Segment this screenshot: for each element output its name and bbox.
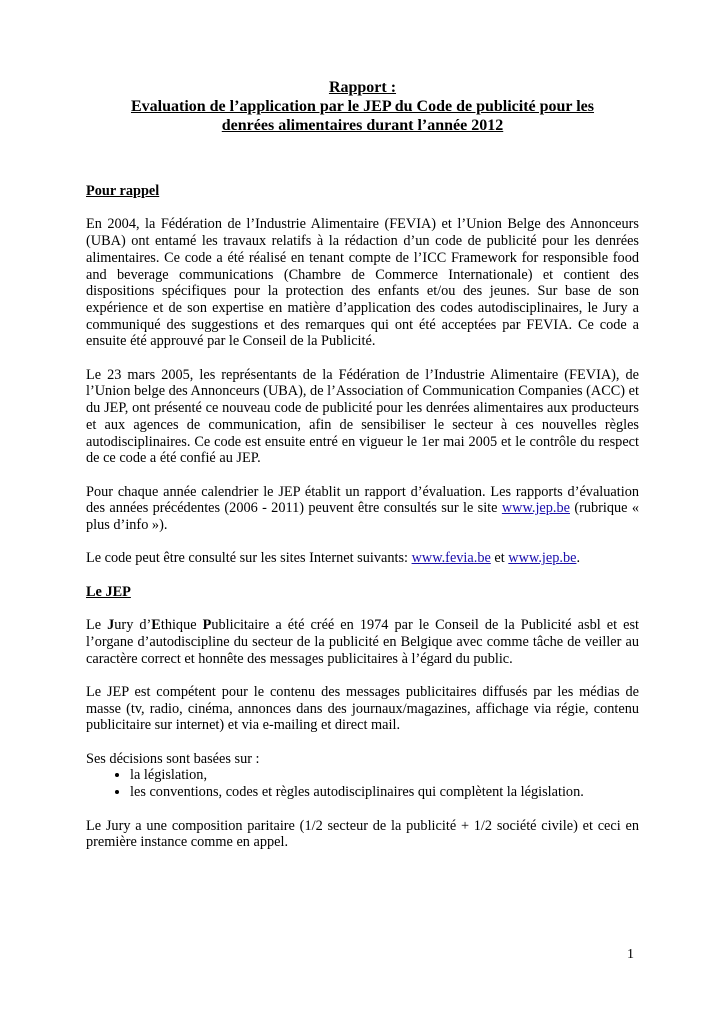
report-title-line2: Evaluation de l’application par le JEP du Code de publicité pour les	[130, 98, 595, 115]
paragraph-presentation: Le 23 mars 2005, les représentants de la Fédération de l’Industrie Alimentaire (FEVIA), de l’Union belge des Annonceurs (UBA), de l’Association of Communication Companies (ACC) et du JEP, ont présenté ce nouveau code de publicité pour les denrées alimentaires aux producteurs et aux agences de communication, afin de sensibiliser le secteur à ces nouvelles règles autodisciplinaires. Ce code est ensuite entré en vigueur le 1er mai 2005 et le contrôle du respect de ce code a été confié au JEP.	[86, 366, 639, 467]
page-number: 1	[627, 947, 634, 962]
paragraph-code-sites	[86, 550, 639, 567]
paragraph-decisions: Ses décisions sont basées sur :	[86, 750, 260, 767]
bold-letter-e: E	[151, 617, 161, 634]
paragraph-history: En 2004, la Fédération de l’Industrie Alimentaire (FEVIA) et l’Union Belge des Annonceurs (UBA) ont entamé les travaux relatifs à la rédaction d’un code de publicité pour les denrées alimentaires. Ce code a été réalisé en tenant compte de l’ICC Framework for responsible food and beverage communications (Chambre de Commerce Internationale) et contient des dispositions spécifiques pour la protection des enfants et/ou des jeunes. Sur base de son expérience et de son expertise en matière d’application des codes autodisciplinaires, le Jury a communiqué des suggestions et des remarques qui ont été acceptées par FEVIA. Ce code a ensuite été approuvé par le Conseil de la Publicité.	[86, 216, 639, 350]
bold-letter-p: P	[202, 617, 212, 634]
text-segment: Le code peut être consulté sur les sites Internet suivants:	[86, 550, 412, 567]
paragraph-jury-composition: Le Jury a une composition paritaire (1/2 secteur de la publicité + 1/2 société civile) et ceci en première instance comme en appel.	[86, 817, 639, 851]
link-jep-site-2[interactable]: www.jep.be	[508, 550, 577, 567]
paragraph-jury-definition	[86, 617, 639, 667]
text-segment: .	[576, 550, 581, 567]
text-segment: Pour chaque année calendrier le JEP établit un rapport d’évaluation. Les rapports d’évaluation des années précédentes (2006 - 2011) peuvent être consultés sur le site	[86, 483, 639, 517]
link-jep-site[interactable]: www.jep.be	[501, 500, 570, 517]
text-segment: ublicitaire a été créé en 1974 par le Conseil de la Publicité asbl et est l’organe d’autodiscipline du secteur de la publicité en Belgique avec comme tâche de veiller au caractère correct et honnête des messages publicitaires à l’égard du public.	[86, 617, 639, 667]
text-segment: thique	[160, 617, 203, 634]
list-item: • la législation,	[130, 767, 639, 784]
link-fevia-site[interactable]: www.fevia.be	[411, 550, 491, 567]
list-item: • les conventions, codes et règles autodisciplinaires qui complètent la législation.	[130, 784, 639, 801]
text-segment: ury d’	[114, 617, 152, 634]
paragraph-competence: Le JEP est compétent pour le contenu des messages publicitaires diffusés par les médias de masse (tv, radio, cinéma, annonces dans des journaux/magazines, affichage via régie, contenu publicitaire sur internet) et via e-mailing et direct mail.	[86, 683, 639, 734]
section-heading-pour-rappel: Pour rappel	[86, 183, 160, 199]
section-heading-le-jep: Le JEP	[86, 583, 131, 600]
document-page	[86, 78, 639, 851]
text-segment: et	[490, 550, 509, 567]
report-title-line3: denrées alimentaires durant l’année 2012	[221, 117, 504, 134]
decisions-list	[86, 767, 639, 800]
bold-letter-j: J	[107, 617, 115, 634]
report-title-line1: Rapport :	[328, 79, 397, 96]
paragraph-evaluation-reports	[86, 484, 639, 534]
text-segment: Le	[86, 617, 108, 634]
text-segment: (rubrique « plus d’info »).	[86, 500, 639, 534]
